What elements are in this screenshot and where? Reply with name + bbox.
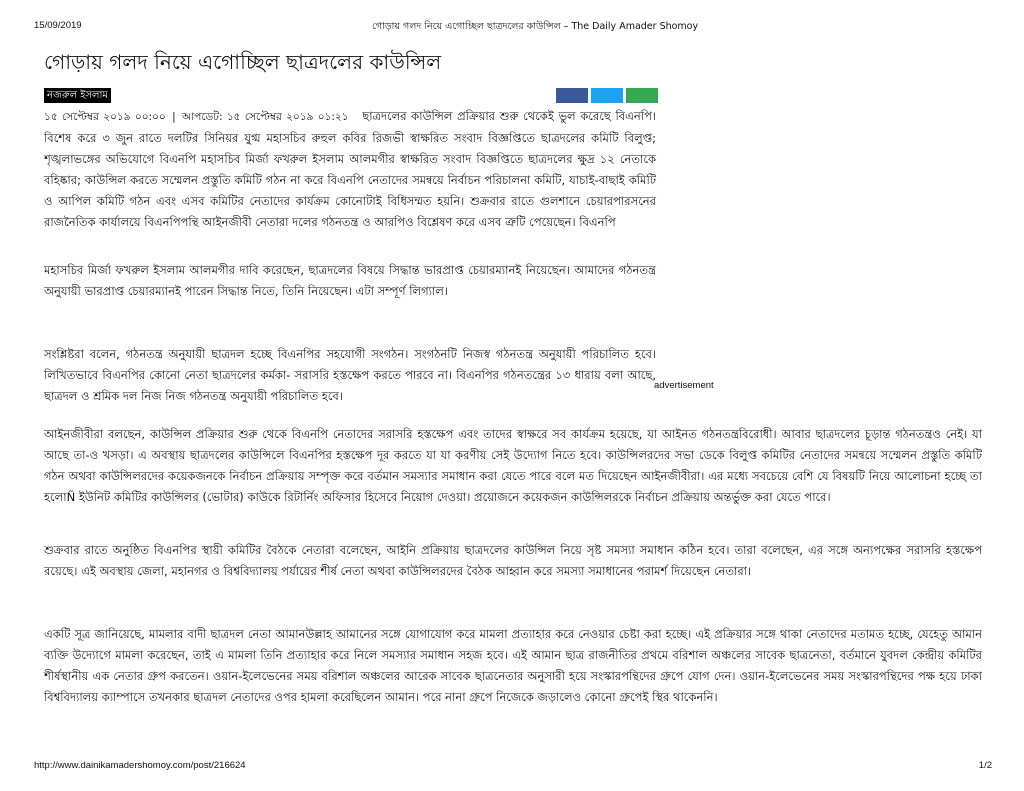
paragraph-6: একটি সূত্র জানিয়েছে, মামলার বাদী ছাত্রদল নেতা আমানউল্লাহ আমানের সঙ্গে যোগাযোগ করে মামলা প্রত্যাহার করে নেওয়ার চেষ্টা করা হচ্ছে। এই প্রক্রিয়ার সঙ্গে থাকা নেতাদের মতামত হচ্ছে, যেহেতু আমান ব্যক্তি উদ্যোগে মামলা করেছেন, তাই এ মামলা তিনি প্রত্যাহার করে নিলে সমস্যার সমাধান সহজ হবে। এই আমান ছাত্র রাজনীতির প্রথমে বরিশাল অঞ্চলের সাবেক ছাত্রনেতা, বর্তমানে যুবদল কেন্দ্রীয় কমিটির শীর্ষস্থানীয় এক নেতার গ্রুপ করতেন। ওয়ান-ইলেভেনের সময় বরিশাল অঞ্চলের আরেক সাবেক ছাত্রনেতার অনুসারী হয়ে সংস্কারপন্থিদের গ্রুপে যোগ দেন। ওয়ান-ইলেভেনের সময় সংস্কারপন্থিদের পক্ষ হয়ে ঢাকা বিশ্ববিদ্যালয় ক্যাম্পাসে তখনকার ছাত্রদল নেতাদের ওপর হামলা করেছিলেন আমান। পরে নানা গ্রুপে নিজেকে জড়ালেও কোনো গ্রুপেই স্থির থাকেননি। — [44, 627, 982, 704]
author-badge: নজরুল ইসলাম — [44, 88, 111, 103]
lead-area — [44, 106, 656, 233]
article-headline: গোড়ায় গলদ নিয়ে এগোচ্ছিল ছাত্রদলের কাউন্সিল — [44, 50, 442, 74]
paragraph-4: আইনজীবীরা বলছেন, কাউন্সিল প্রক্রিয়ার শুরু থেকে বিএনপি নেতাদের সরাসরি হস্তক্ষেপ এবং তাদের স্বাক্ষরে সব কার্যক্রম হয়েছে, যা আইনত গঠনতন্ত্রবিরোধী। আবার ছাত্রদলের চূড়ান্ত গঠনতন্ত্রও নেই। যা আছে তা-ও খসড়া। এ অবস্থায় ছাত্রদলের কাউন্সিলে বিএনপির হস্তক্ষেপ দূর করতে যা যা করণীয় সেই উদ্যোগ নিতে হবে। কাউন্সিলরদের সভা ডেকে বিলুপ্ত কমিটির নেতাদের সমন্বয়ে সম্মেলন প্রস্তুতি কমিটি গঠন অথবা কাউন্সিলরদের কয়েকজনকে নির্বাচন প্রক্রিয়ায় সম্পৃক্ত করে বর্তমান সমস্যার সমাধান করা যেতে পারে বলে মত দিয়েছেন আইনজীবীরা। এর মধ্যে সবচেয়ে বেশি যে বিষয়টি নিয়ে আলোচনা হচ্ছে তা হলোÑ ইউনিট কমিটির কাউন্সিলর (ভোটার) কাউকে রিটার্নিং অফিসার হিসেবে নিয়োগ দেওয়া। প্রয়োজনে কয়েকজন কাউন্সিলরকে নির্বাচন প্রক্রিয়ায় অন্তর্ভুক্ত করা যেতে পারে। — [44, 427, 982, 504]
advertisement-label: advertisement — [654, 380, 714, 391]
lead-text: ছাত্রদলের কাউন্সিল প্রক্রিয়ার শুরু থেকেই ভুল করেছে বিএনপি। বিশেষ করে ৩ জুন রাতে দলটির সিনিয়র যুগ্ম মহাসচিব রুহুল কবির রিজভী স্বাক্ষরিত সংবাদ বিজ্ঞপ্তিতে ছাত্রদলের কমিটি বিলুপ্ত; শৃঙ্খলাভঙ্গের অভিযোগে বিএনপি মহাসচিব মির্জা ফখরুল ইসলাম আলমগীর স্বাক্ষরিত সংবাদ বিজ্ঞপ্তিতে ছাত্রদলের ক্ষুদ্র ১২ নেতাকে বহিষ্কার; কাউন্সিল করতে সম্মেলন প্রস্তুতি কমিটি গঠন না করে বিএনপি নেতাদের সমন্বয়ে নির্বাচন পরিচালনা কমিটি, যাচাই-বাছাই কমিটি ও আপিল কমিটি গঠন এবং এসব কমিটির নেতাদের কার্যক্রম কোনোটাই বিধিসম্মত হয়নি। শুক্রবার রাতে গুলশানে চেয়ারপারসনের রাজনৈতিক কার্যালয়ে বিএনপিপন্থি আইনজীবী নেতারা দলের গঠনতন্ত্র ও আরপিও বিশ্লেষণ করে এসব ত্রুটি পেয়েছেন। বিএনপি — [44, 109, 656, 229]
footer-page-number: 1/2 — [978, 760, 992, 771]
share-bar — [556, 88, 658, 103]
paragraph-2: মহাসচিব মির্জা ফখরুল ইসলাম আলমগীর দাবি করেছেন, ছাত্রদলের বিষয়ে সিদ্ধান্ত ভারপ্রাপ্ত চেয়ারম্যানই নিয়েছেন। আমাদের গঠনতন্ত্র অনুযায়ী ভারপ্রাপ্ত চেয়ারম্যানই পারেন সিদ্ধান্ত নিতে, তিনি নিয়েছেন। এটা সম্পূর্ণ লিগ্যাল। — [44, 263, 656, 298]
footer-url[interactable]: http://www.dainikamadershomoy.com/post/216624 — [34, 760, 246, 771]
facebook-share-button[interactable] — [556, 88, 588, 103]
date-separator: | — [172, 111, 176, 123]
updated-date: আপডেট: ১৫ সেপ্টেম্বর ২০১৯ ০১:২১ — [181, 111, 349, 123]
dateline — [44, 111, 353, 123]
print-date: 15/09/2019 — [34, 20, 82, 31]
print-page-title: গোড়ায় গলদ নিয়ে এগোচ্ছিল ছাত্রদলের কাউন্সিল – The Daily Amader Shomoy — [372, 21, 699, 32]
paragraph-3: সংশ্লিষ্টরা বলেন, গঠনতন্ত্র অনুযায়ী ছাত্রদল হচ্ছে বিএনপির সহযোগী সংগঠন। সংগঠনটি নিজস্ব গঠনতন্ত্র অনুযায়ী পরিচালিত হবে। লিখিতভাবে বিএনপির কোনো নেতা ছাত্রদলের কর্মকা- সরাসরি হস্তক্ষেপ করতে পারবে না। বিএনপির গঠনতন্ত্রের ১৩ ধারায় বলা আছে, ছাত্রদল ও শ্রমিক দল নিজ নিজ গঠনতন্ত্র অনুযায়ী পরিচালিত হবে। — [44, 347, 656, 403]
google-share-button[interactable] — [626, 88, 658, 103]
paragraph-5: শুক্রবার রাতে অনুষ্ঠিত বিএনপির স্থায়ী কমিটির বৈঠকে নেতারা বলেছেন, আইনি প্রক্রিয়ায় ছাত্রদলের কাউন্সিল নিয়ে সৃষ্ট সমস্যা সমাধান কঠিন হবে। তারা বলেছেন, এর সঙ্গে অন্যপক্ষের সরাসরি হস্তক্ষেপ রয়েছে। এই অবস্থায় জেলা, মহানগর ও বিশ্ববিদ্যালয় পর্যায়ের শীর্ষ নেতা অথবা কাউন্সিলরদের বৈঠক আহ্বান করে সমস্যা সমাধানের পরামর্শ দিয়েছেন নেতারা। — [44, 543, 982, 578]
published-date: ১৫ সেপ্টেম্বর ২০১৯ ০০:০০ — [44, 111, 166, 123]
lead-paragraph — [44, 106, 656, 233]
twitter-share-button[interactable] — [591, 88, 623, 103]
